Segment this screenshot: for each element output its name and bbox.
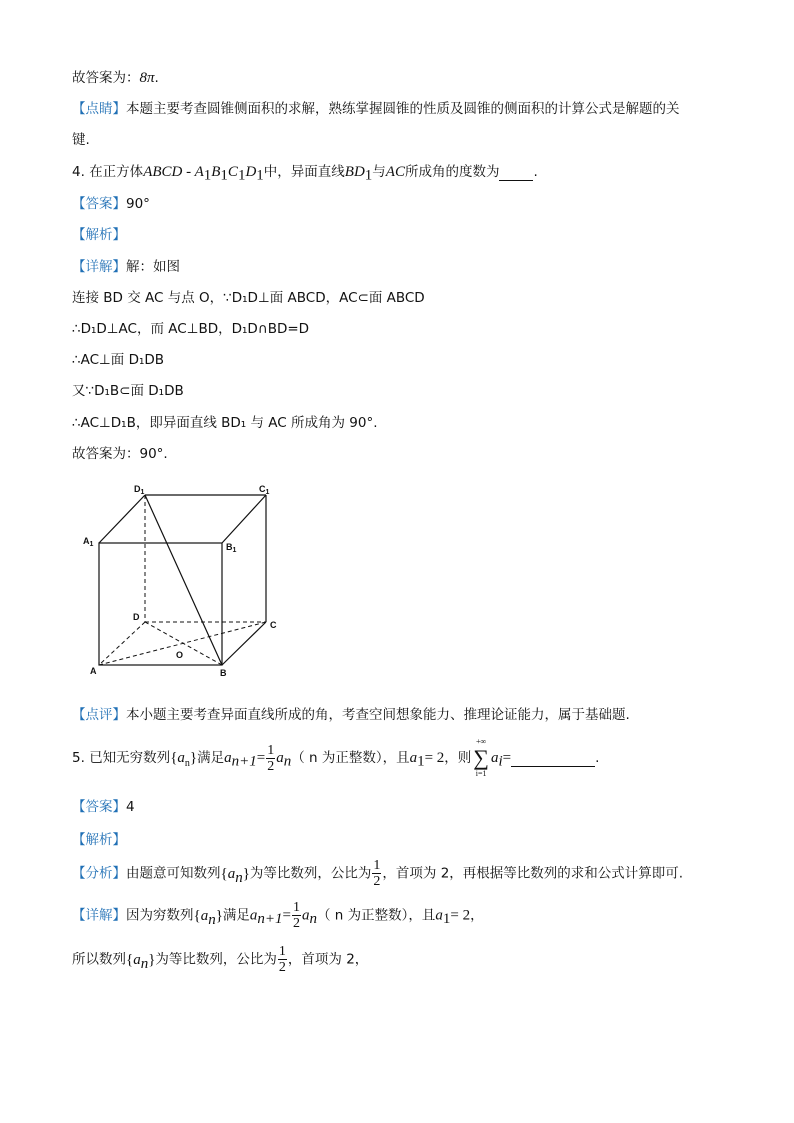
label-d: D bbox=[133, 612, 140, 622]
fraction-half: $\frac{1}{2}$ bbox=[293, 900, 300, 931]
cube-figure bbox=[80, 478, 290, 678]
hidden-edge-da bbox=[99, 622, 145, 665]
label-b1: $B_1$ bbox=[226, 542, 237, 554]
answer-value: 8π bbox=[139, 70, 155, 86]
answer-4: 【答案】90° bbox=[72, 196, 150, 212]
label-d1: $D_1$ bbox=[134, 484, 145, 496]
answer-line-q3: 故答案为：8π. bbox=[72, 70, 159, 86]
section-tag: 【答案】 bbox=[72, 196, 126, 212]
comment-line: 【点睛】本题主要考查圆锥侧面积的求解，熟练掌握圆锥的性质及圆锥的侧面积的计算公式是解题的关 bbox=[72, 101, 680, 117]
fenxi-5: 【分析】由题意可知数列$\{a_n\}$为等比数列，公比为 $\frac{1}{2}$ ，首项为 2，再根据等比数列的求和公式计算即可. bbox=[72, 858, 684, 889]
question-4: 4. 在正方体ABCD - $A_1B_1C_1D_1$中，异面直线$BD_1$与AC所成角的度数为 . bbox=[72, 164, 538, 184]
xiangjie-5: 【详解】因为穷数列$\{a_n\}$满足$a_{n+1}=$ $\frac{1}{2}$ $a_n$（ n 为正整数），且$a_1= 2$， bbox=[72, 900, 484, 931]
conclusion-5: 所以数列$\{a_n\}$为等比数列，公比为 $\frac{1}{2}$ ，首项为 2， bbox=[72, 944, 369, 975]
hidden-diag-db bbox=[145, 622, 222, 665]
section-tag: 【点睛】 bbox=[72, 101, 126, 117]
analysis-4 bbox=[72, 223, 126, 243]
edge-d1a1 bbox=[99, 495, 145, 543]
fraction-half: $\frac{1}{2}$ bbox=[278, 944, 286, 975]
edge-c1b1 bbox=[222, 495, 266, 543]
edge-cb bbox=[222, 622, 266, 665]
front-face bbox=[99, 543, 222, 665]
section-tag: 【点评】 bbox=[72, 707, 126, 723]
fraction-half: $\frac{1}{2}$ bbox=[267, 742, 275, 774]
answer-blank bbox=[499, 164, 533, 181]
label-a1: $A_1$ bbox=[83, 536, 94, 548]
step-2: ∴D₁D⊥AC，而 AC⊥BD，D₁D∩BD=D bbox=[72, 321, 310, 337]
section-tag: 【详解】 bbox=[72, 259, 126, 275]
label-c1: $C_1$ bbox=[259, 484, 270, 496]
label-b: B bbox=[220, 668, 227, 678]
answer-5: 【答案】4 bbox=[72, 799, 135, 815]
comment-line-cont: 键. bbox=[72, 132, 90, 148]
label-o: O bbox=[176, 650, 184, 660]
label-a: A bbox=[90, 666, 97, 676]
detail-4: 【详解】解：如图 bbox=[72, 259, 180, 275]
section-tag: 【解析】 bbox=[72, 832, 126, 848]
section-tag: 【解析】 bbox=[72, 227, 126, 243]
summation: +∞ ∑ i=1 bbox=[473, 737, 489, 778]
question-5: 5. 已知无穷数列$\{a_n\}$满足$a_{n+1}=$ $\frac{1}{2}$ $a_n$（ n 为正整数），且$a_1= 2$，则 +∞ ∑ i=1 $a_i=$ . bbox=[72, 737, 600, 778]
review-4: 【点评】本小题主要考查异面直线所成的角，考查空间想象能力、推理论证能力，属于基础题. bbox=[72, 707, 630, 723]
section-tag: 【答案】 bbox=[72, 799, 126, 815]
section-tag: 【分析】 bbox=[72, 865, 126, 882]
step-4: 又∵D₁B⊂面 D₁DB bbox=[72, 383, 184, 399]
analysis-5 bbox=[72, 828, 126, 848]
section-tag: 【详解】 bbox=[72, 907, 126, 924]
step-3: ∴AC⊥面 D₁DB bbox=[72, 352, 165, 368]
line-d1b bbox=[145, 495, 222, 665]
label-c: C bbox=[270, 620, 277, 630]
step-1: 连接 BD 交 AC 与点 O，∵D₁D⊥面 ABCD，AC⊂面 ABCD bbox=[72, 290, 425, 306]
step-6: 故答案为：90°. bbox=[72, 446, 168, 462]
step-5: ∴AC⊥D₁B，即异面直线 BD₁ 与 AC 所成角为 90°. bbox=[72, 415, 378, 431]
fraction-half: $\frac{1}{2}$ bbox=[373, 858, 381, 889]
answer-blank bbox=[511, 750, 595, 767]
